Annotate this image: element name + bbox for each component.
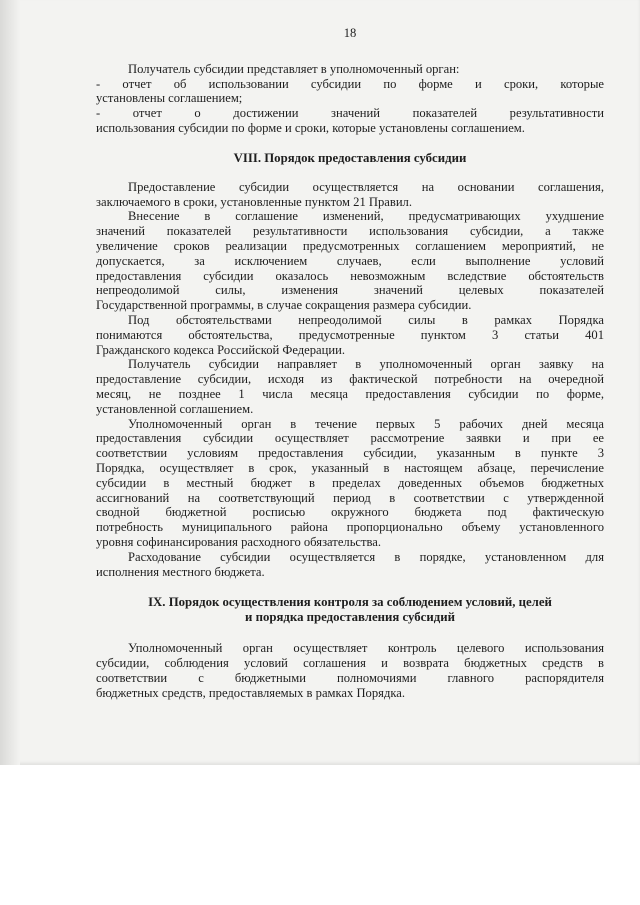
paragraph-line: заключаемого в сроки, установленные пунктом 21 Правил.	[96, 194, 412, 209]
paragraph-line: Гражданского кодекса Российской Федерации.	[96, 342, 346, 357]
report-block	[96, 62, 604, 136]
section-9-heading-line-1: IX. Порядок осуществления контроля за соблюдением условий, целей	[148, 595, 552, 610]
paragraph-line: месяц, не позднее 1 числа месяца предоставления субсидии по форме,	[96, 386, 604, 401]
paragraph-line: Расходование субсидии осуществляется в порядке, установленном для	[128, 549, 604, 564]
paragraph-line: субсидии в местный бюджет в пределах доведенных объемов бюджетных	[96, 475, 604, 490]
section-8-paragraph-2	[96, 209, 604, 313]
paragraph-line: Предоставление субсидии осуществляется на основании соглашения,	[128, 179, 604, 194]
paragraph-line: Уполномоченный орган в течение первых 5 рабочих дней месяца	[128, 416, 604, 431]
section-9-heading	[96, 595, 604, 625]
report-item-line: - отчет о достижении значений показателей результативности	[96, 106, 604, 121]
paragraph-line: соответствии условиям предоставления субсидии, указанным в пункте 3	[96, 446, 604, 461]
paragraph-line: Внесение в соглашение изменений, предусматривающих ухудшение	[128, 209, 604, 224]
paragraph-line: Государственной программы, в случае сокращения размера субсидии.	[96, 298, 472, 313]
paragraph-line: допускается, за исключением случаев, если выполнение условий	[96, 253, 604, 268]
paragraph-line: предоставления субсидии оказалось невозможным вследствие обстоятельств	[96, 268, 604, 283]
paragraph-line: значений показателей результативности использования субсидии, а также	[96, 224, 604, 239]
section-9-paragraph-1	[96, 641, 604, 700]
paragraph-line: ассигнований на соответствующий период в соответствии с утвержденной	[96, 490, 604, 505]
page-number: 18	[343, 26, 357, 40]
section-8-paragraph-5	[96, 417, 604, 550]
paragraph-line: Под обстоятельствами непреодолимой силы в рамках Порядка	[128, 312, 604, 327]
section-8-paragraph-1	[96, 180, 604, 210]
section-8-paragraph-4	[96, 357, 604, 416]
paragraph-line: соответствии с бюджетными полномочиями главного распорядителя	[96, 670, 604, 685]
paragraph-line: предоставления субсидии осуществляет рассмотрение заявки и при ее	[96, 431, 604, 446]
section-8-paragraph-6	[96, 550, 604, 580]
paragraph-line: предоставление субсидии, исходя из фактической потребности на очередной	[96, 372, 604, 387]
document-page	[96, 26, 604, 700]
paragraph-line: сводной бюджетной росписью окружного бюджета под фактическую	[96, 505, 604, 520]
paragraph-line: субсидии, соблюдения условий соглашения и возврата бюджетных средств в	[96, 656, 604, 671]
report-item-line: использования субсидии по форме и сроки, которые установлены соглашением.	[96, 120, 525, 135]
report-item-line: установлены соглашением;	[96, 91, 243, 106]
paragraph-line: установленной соглашением.	[96, 401, 254, 416]
paragraph-line: Порядка, осуществляет в срок, указанный в настоящем абзаце, перечисление	[96, 460, 604, 475]
paragraph-line: бюджетных средств, предоставляемых в рамках Порядка.	[96, 685, 406, 700]
report-item-line: - отчет об использовании субсидии по форме и сроки, которые	[96, 76, 604, 91]
scanned-page-edge-shadow	[0, 0, 20, 765]
paragraph-line: увеличение сроков реализации предусмотренных соглашением мероприятий, не	[96, 238, 604, 253]
paragraph-line: Уполномоченный орган осуществляет контроль целевого использования	[128, 641, 604, 656]
paragraph-line: потребность муниципального района пропорционально объему установленного	[96, 520, 604, 535]
paragraph-line: уровня софинансирования расходного обязательства.	[96, 534, 382, 549]
paragraph-line: понимаются обстоятельства, предусмотренные пунктом 3 статьи 401	[96, 327, 604, 342]
paragraph-line: Получатель субсидии направляет в уполномоченный орган заявку на	[128, 357, 604, 372]
section-8-paragraph-3	[96, 313, 604, 357]
section-8-heading: VIII. Порядок предоставления субсидии	[233, 150, 467, 165]
section-9-heading-line-2: и порядка предоставления субсидий	[245, 610, 455, 625]
paragraph-line: непреодолимой силы, изменения значений целевых показателей	[96, 283, 604, 298]
report-intro-line: Получатель субсидии представляет в уполномоченный орган:	[128, 61, 460, 76]
paragraph-line: исполнения местного бюджета.	[96, 564, 265, 579]
